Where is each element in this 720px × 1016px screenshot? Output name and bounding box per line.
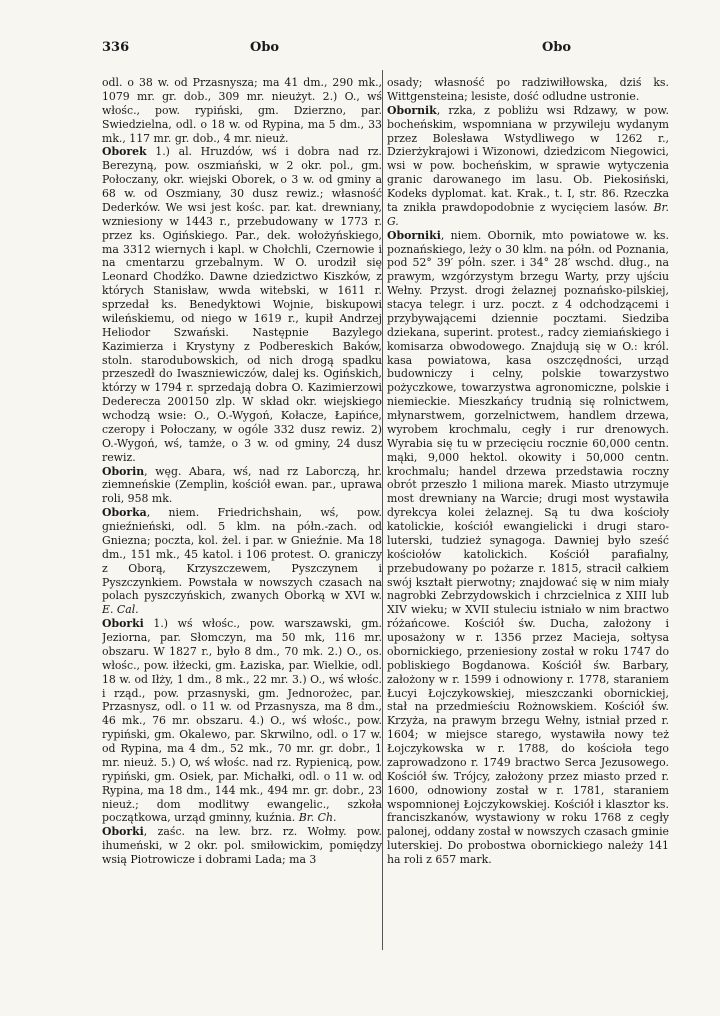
entry-oborki-2: Oborki, zaśc. na lew. brz. rz. Wołmy. pow. ihumeński, w 2 okr. pol. smiłowickim, pomiędzy wsią Piotrowicze i dobrami Lada; ma 3	[102, 825, 382, 866]
headword: Oborki	[102, 825, 144, 839]
entry-oborniki: Oborniki, niem. Obornik, mto powiatowe w. ks. poznańskiego, leży o 30 klm. na półn. od Poznania, pod 52° 39′ półn. szer. i 34° 28′ wschd. dług., na prawym, wzgórzystym brzegu Warty, przy ujściu Wełny. Przyst. drogi żelaznej poznańsko-pilskiej, stacya telegr. i urz. poczt. z 4 odchodzącemi i przybywającemi dziennie pocztami. Siedziba dziekana, superint. protest., radcy ziemiańskiego i komisarza obwodowego. Znajdują się w O.: król. kasa powiatowa, kasa oszczędności, urząd budowniczy i celny, polskie towarzystwo pożyczkowe, towarzystwa agronomiczne, polskie i niemieckie. Mieszkańcy trudnią się rolnictwem, młynarstwem, gorzelnictwem, handlem drzewa, wyrobem krochmalu, cegły i rur drenowych. Wyrabia się tu w przecięciu rocznie 60,000 centn. mąki, 9,000 hektol. okowity i 50,000 centn. krochmalu; handel drzewa przedstawia roczny obrót przeszło 1 miliona marek. Miasto utrzymuje most drewniany na Warcie; drugi most wystawiła dyrekcya kolei żelaznej. Są tu dwa kościoły katolickie, kościół ewangielicki i drugi staro-luterski, tudzież synagoga. Dawniej było sześć kościołów katolickich. Kościół parafialny, przebudowany po pożarze r. 1815, stracił całkiem swój kształt pierwotny; znajdować się w nim miały nagrobki Zebrzydowskich i chrzcielnica z XIII lub XIV wieku; w XVII stuleciu istniało w nim bractwo różańcowe. Kościół św. Ducha, założony i uposażony w r. 1356 przez Macieja, sołtysa obornickiego, przeniesiony został w roku 1747 do pobliskiego Bogdanowa. Kościół św. Barbary, założony w r. 1599 i odnowiony r. 1778, staraniem Łucyi Łojczykowskiej, mieszczanki obornickiej, stał na przedmieściu Rożnowskiem. Kościół św. Krzyża, na prawym brzegu Wełny, istniał przed r. 1604; w miejsce starego, wystawiła nowy też Łojczykowska w r. 1788, do kościoła tego zaprowadzono r. 1749 bractwo Serca Jezusowego. Kościół św. Trójcy, założony przez miasto przed r. 1600, odnowiony został w r. 1781, staraniem wspomnionej Łojczykowskiej. Kościół i klasztor ks. franciszkanów, wystawiony w roku 1768 z cegły palonej, oddany został w nowszych czasach gminie luterskiej. Do probostwa obornickiego należy 141 ha roli z 657 mark.	[387, 228, 669, 866]
entry-oborek: Oborek 1.) al. Hruzdów, wś i dobra nad rz. Berezyną, pow. oszmiański, w 2 okr. pol., gm. Połoczany, okr. wiejski Oborek, o 3 w. od gminy a 68 w. od Oszmiany, 30 dusz rewiz.; własność Dederków. We wsi jest kośc. par. kat. drewniany, wzniesiony w 1443 r., przebudowany w 1773 r. przez ks. Ogińskiego. Par., dek. wołożyńskiego, ma 3312 wiernych i kapl. w Chołchli, Czernowie i na cmentarzu grzebalnym. W O. urodził się Leonard Chodźko. Dawne dziedzictwo Kiszków, z których Stanisław, wwda witebski, w 1611 r. sprzedał ks. Benedyktowi Wojnie, biskupowi wileńskiemu, od niego w 1619 r., kupił Andrzej Heliodor Szwański. Następnie Bazylego Kazimierza i Krystyny z Podbereskich Baków, stoln. starodubowskich, od nich drogą spadku przeszedł do Iwaszniewiczów, dalej ks. Ogińskich, którzy w 1794 r. sprzedają dobra O. Kazimierzowi Dederecza 200150 zlp. W skład okr. wiejskiego wchodzą wsie: O., O.-Wygoń, Kołacze, Łapińce, czeropy i Połoczany, w ogóle 332 dusz rewiz. 2) O.-Wygoń, wś, tamże, o 3 w. od gminy, 24 dusz rewiz.	[102, 145, 382, 464]
right-column	[387, 76, 669, 976]
headword: Oborniki	[387, 228, 441, 242]
entry-oborin: Oborin, węg. Abara, wś, nad rz Laborczą, hr. ziemneńskie (Zemplin, kościół ewan. par., uprawa roli, 958 mk.	[102, 464, 382, 506]
headword: Oborek	[102, 145, 147, 159]
page-header	[102, 40, 670, 60]
author-signature: Br. G.	[387, 200, 669, 228]
entry-continuation: osady; własność po radziwiłłowska, dziś ks. Wittgensteina; lesiste, dość odludne ustronie.	[387, 76, 669, 103]
author-signature: E. Cal.	[102, 603, 139, 617]
dictionary-page	[80, 0, 670, 1016]
column-divider	[382, 70, 383, 950]
entry-oborka: Oborka, niem. Friedrichshain, wś, pow. gnieźnieński, odl. 5 klm. na półn.-zach. od Gniezna; poczta, kol. żel. i par. w Gnieźnie. Ma 18 dm., 151 mk., 45 katol. i 106 protest. O. graniczy z Oborą, Krzyszczewem, Pyszczynem i Pyszczynkiem. Powstała w nowszych czasach na polach pyszczyńskich, zwanych Oborką w XVI w. E. Cal.	[102, 506, 382, 617]
headword: Oborka	[102, 506, 147, 520]
entry-obornik: Obornik, rzka, z pobliżu wsi Rdzawy, w pow. bocheńskim, wspomniana w przywileju wydanym przez Bolesława Wstydliwego w 1262 r., Dzierżykrajowi i Wizonowi, dziedzicom Niegowici, wsi w pow. bocheńskim, w sprawie wytyczenia granic darowanego im lasu. Ob. Piekosiński, Kodeks dyplomat. kat. Krak., t. I, str. 86. Rzeczka ta znikła prawdopodobnie z wycięciem lasów. Br. G.	[387, 103, 669, 228]
entry-continuation: odl. o 38 w. od Przasnysza; ma 41 dm., 290 mk., 1079 mr. gr. dob., 309 mr. nieużyt. 2.) O., wś włośc., pow. rypiński, gm. Dzierzno, par. Swiedzielna, odl. o 18 w. od Rypina, ma 5 dm., 33 mk., 117 mr. gr. dob., 4 mr. nieuż.	[102, 76, 382, 145]
headword: Oborki	[102, 617, 144, 631]
right-running-head: Obo	[542, 40, 572, 55]
left-column	[102, 76, 382, 976]
left-running-head: Obo	[250, 40, 280, 55]
entry-oborki-1: Oborki 1.) wś włośc., pow. warszawski, gm. Jeziorna, par. Słomczyn, ma 50 mk, 116 mr. obszaru. W 1827 r., było 8 dm., 70 mk. 2.) O., os. włośc., pow. iłżecki, gm. Łaziska, par. Wielkie, odl. 18 w. od Iłży, 1 dm., 8 mk., 22 mr. 3.) O., wś włośc. i rząd., pow. przasnyski, gm. Jednorożec, par. Przasnysz, odl. o 11 w. od Przasnysza, ma 8 dm., 46 mk., 76 mr. obszaru. 4.) O., wś włośc., pow. rypiński, gm. Okalewo, par. Skrwilno, odl. o 17 w. od Rypina, ma 4 dm., 52 mk., 70 mr. gr. dobr., 1 mr. nieuż. 5.) O, wś włośc. nad rz. Rypienicą, pow. rypiński, gm. Osiek, par. Michałki, odl. o 11 w. od Rypina, ma 18 dm., 144 mk., 494 mr. gr. dobr., 23 nieuż.; dom modlitwy ewangelic., szkoła początkowa, urząd gminny, kuźnia. Br. Ch.	[102, 617, 382, 825]
page-number: 336	[102, 40, 130, 55]
headword: Oborin	[102, 464, 145, 478]
headword: Obornik	[387, 103, 437, 117]
author-signature: Br. Ch.	[298, 811, 337, 825]
